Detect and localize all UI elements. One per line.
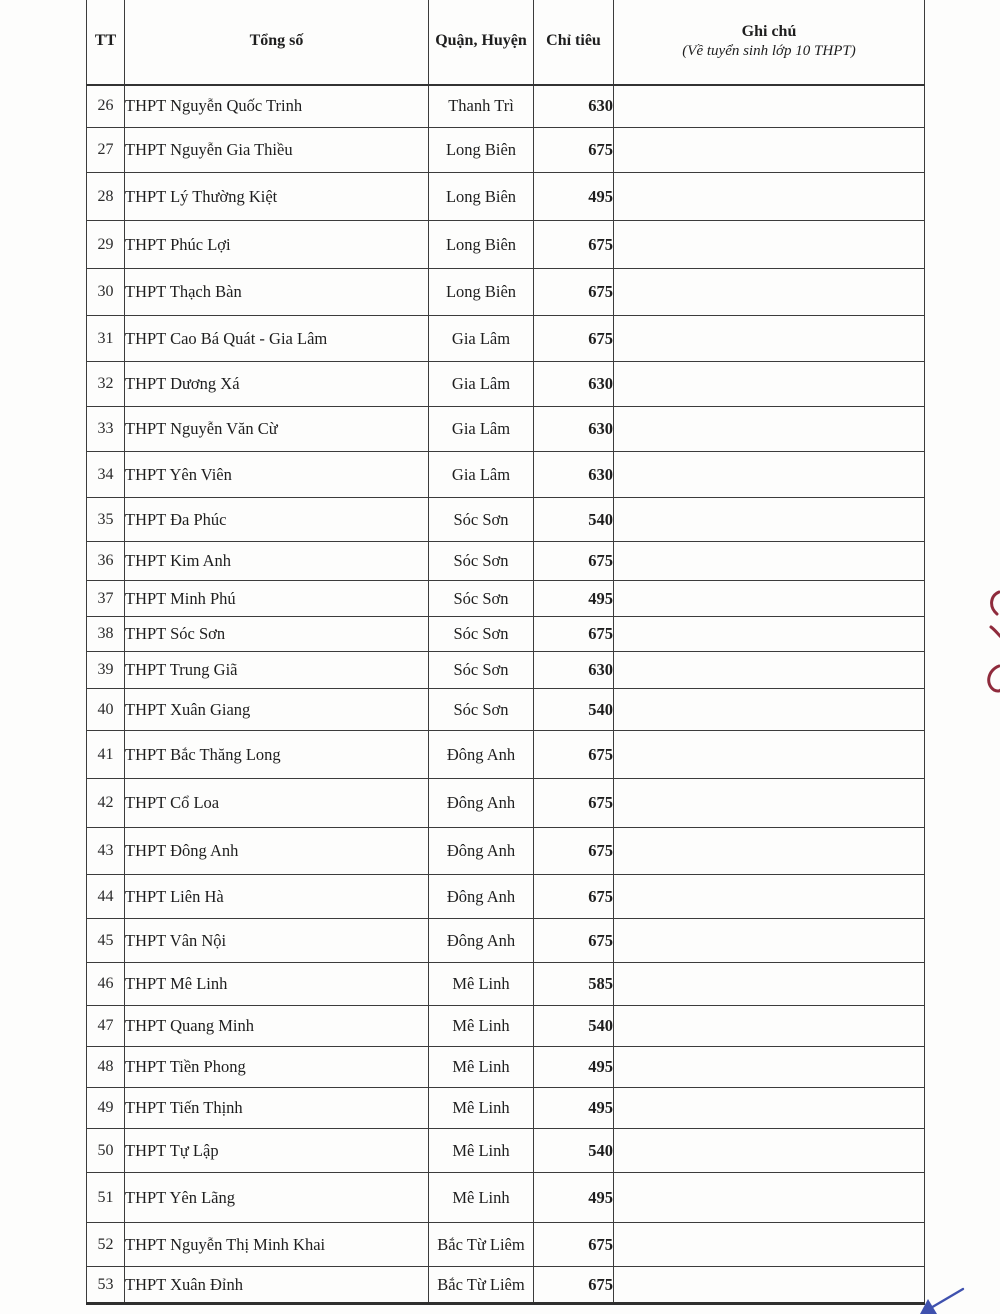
cell-district: Long Biên xyxy=(429,173,534,221)
cell-name: THPT Xuân Giang xyxy=(125,689,429,731)
header-quota: Chỉ tiêu xyxy=(534,0,614,85)
cell-tt: 48 xyxy=(87,1047,125,1088)
cell-quota: 540 xyxy=(534,1129,614,1173)
cell-tt: 53 xyxy=(87,1267,125,1304)
cell-name: THPT Cao Bá Quát - Gia Lâm xyxy=(125,316,429,362)
cell-name: THPT Nguyễn Quốc Trinh xyxy=(125,85,429,128)
cell-district: Bắc Từ Liêm xyxy=(429,1223,534,1267)
table-row xyxy=(87,85,925,128)
cell-tt: 33 xyxy=(87,407,125,452)
cell-district: Đông Anh xyxy=(429,828,534,875)
cell-tt: 27 xyxy=(87,128,125,173)
cell-name: THPT Tự Lập xyxy=(125,1129,429,1173)
table-row xyxy=(87,919,925,963)
cell-district: Sóc Sơn xyxy=(429,581,534,617)
cell-quota: 675 xyxy=(534,731,614,779)
cell-name: THPT Cổ Loa xyxy=(125,779,429,828)
table-row xyxy=(87,173,925,221)
cell-note xyxy=(614,689,925,731)
cell-note xyxy=(614,731,925,779)
header-note xyxy=(614,0,925,85)
cell-note xyxy=(614,85,925,128)
cell-note xyxy=(614,828,925,875)
table-row xyxy=(87,128,925,173)
cell-quota: 495 xyxy=(534,1088,614,1129)
cell-quota: 630 xyxy=(534,652,614,689)
table-row xyxy=(87,407,925,452)
cell-tt: 38 xyxy=(87,617,125,652)
header-note-title: Ghi chú xyxy=(741,22,797,40)
table-row xyxy=(87,581,925,617)
cell-name: THPT Xuân Đỉnh xyxy=(125,1267,429,1304)
cell-district: Long Biên xyxy=(429,128,534,173)
cell-quota: 495 xyxy=(534,1173,614,1223)
cell-name: THPT Đông Anh xyxy=(125,828,429,875)
cell-note xyxy=(614,269,925,316)
cell-district: Đông Anh xyxy=(429,731,534,779)
header-total: Tổng số xyxy=(125,0,429,85)
cell-district: Mê Linh xyxy=(429,1173,534,1223)
table-row xyxy=(87,1223,925,1267)
table-row xyxy=(87,875,925,919)
cell-quota: 675 xyxy=(534,269,614,316)
cell-name: THPT Minh Phú xyxy=(125,581,429,617)
cell-note xyxy=(614,498,925,542)
table-row xyxy=(87,689,925,731)
cell-tt: 37 xyxy=(87,581,125,617)
cell-district: Đông Anh xyxy=(429,919,534,963)
cell-tt: 26 xyxy=(87,85,125,128)
header-district: Quận, Huyện xyxy=(429,0,534,85)
cell-district: Mê Linh xyxy=(429,1129,534,1173)
cell-note xyxy=(614,452,925,498)
cell-note xyxy=(614,779,925,828)
cell-name: THPT Nguyễn Thị Minh Khai xyxy=(125,1223,429,1267)
cell-tt: 49 xyxy=(87,1088,125,1129)
cell-quota: 675 xyxy=(534,919,614,963)
cell-name: THPT Đa Phúc xyxy=(125,498,429,542)
table-row xyxy=(87,1129,925,1173)
cell-district: Mê Linh xyxy=(429,1047,534,1088)
cell-tt: 34 xyxy=(87,452,125,498)
cell-name: THPT Liên Hà xyxy=(125,875,429,919)
cell-quota: 540 xyxy=(534,498,614,542)
cell-name: THPT Trung Giã xyxy=(125,652,429,689)
table-row xyxy=(87,731,925,779)
cell-tt: 32 xyxy=(87,362,125,407)
table-row xyxy=(87,779,925,828)
table-row xyxy=(87,1006,925,1047)
cell-name: THPT Kim Anh xyxy=(125,542,429,581)
header-note-subtitle: (Về tuyển sinh lớp 10 THPT) xyxy=(682,42,856,59)
admission-quota-table xyxy=(86,0,925,1305)
cell-note xyxy=(614,407,925,452)
cell-tt: 52 xyxy=(87,1223,125,1267)
cell-quota: 675 xyxy=(534,542,614,581)
cell-name: THPT Tiền Phong xyxy=(125,1047,429,1088)
table-row xyxy=(87,1047,925,1088)
cell-district: Bắc Từ Liêm xyxy=(429,1267,534,1304)
cell-tt: 51 xyxy=(87,1173,125,1223)
cell-name: THPT Thạch Bàn xyxy=(125,269,429,316)
cell-tt: 31 xyxy=(87,316,125,362)
cell-tt: 28 xyxy=(87,173,125,221)
table-row xyxy=(87,452,925,498)
cell-note xyxy=(614,1088,925,1129)
table-row xyxy=(87,963,925,1006)
cell-district: Long Biên xyxy=(429,269,534,316)
cell-name: THPT Yên Lãng xyxy=(125,1173,429,1223)
cell-quota: 630 xyxy=(534,85,614,128)
cell-district: Đông Anh xyxy=(429,779,534,828)
cell-quota: 495 xyxy=(534,173,614,221)
cell-quota: 675 xyxy=(534,128,614,173)
cell-district: Thanh Trì xyxy=(429,85,534,128)
cell-district: Long Biên xyxy=(429,221,534,269)
cell-quota: 675 xyxy=(534,316,614,362)
cell-quota: 675 xyxy=(534,221,614,269)
table-header-row xyxy=(87,0,925,85)
table-row xyxy=(87,828,925,875)
cell-note xyxy=(614,581,925,617)
red-pen-marks-icon xyxy=(989,592,1000,691)
cell-district: Mê Linh xyxy=(429,1006,534,1047)
cell-name: THPT Mê Linh xyxy=(125,963,429,1006)
cell-name: THPT Quang Minh xyxy=(125,1006,429,1047)
cell-note xyxy=(614,1129,925,1173)
cell-tt: 50 xyxy=(87,1129,125,1173)
blue-pen-mark-icon xyxy=(920,1289,963,1314)
cell-note xyxy=(614,542,925,581)
cell-district: Mê Linh xyxy=(429,1088,534,1129)
cell-quota: 495 xyxy=(534,581,614,617)
cell-quota: 675 xyxy=(534,875,614,919)
cell-tt: 42 xyxy=(87,779,125,828)
cell-note xyxy=(614,362,925,407)
cell-district: Sóc Sơn xyxy=(429,652,534,689)
cell-name: THPT Yên Viên xyxy=(125,452,429,498)
cell-note xyxy=(614,173,925,221)
cell-quota: 630 xyxy=(534,362,614,407)
cell-note xyxy=(614,128,925,173)
cell-district: Đông Anh xyxy=(429,875,534,919)
table-row xyxy=(87,617,925,652)
cell-note xyxy=(614,919,925,963)
cell-tt: 39 xyxy=(87,652,125,689)
cell-name: THPT Nguyễn Gia Thiều xyxy=(125,128,429,173)
cell-quota: 540 xyxy=(534,1006,614,1047)
table-row xyxy=(87,1088,925,1129)
cell-note xyxy=(614,1223,925,1267)
cell-note xyxy=(614,1267,925,1304)
cell-note xyxy=(614,316,925,362)
table-row xyxy=(87,316,925,362)
cell-note xyxy=(614,652,925,689)
cell-quota: 630 xyxy=(534,452,614,498)
cell-district: Sóc Sơn xyxy=(429,498,534,542)
cell-note xyxy=(614,617,925,652)
table-row xyxy=(87,362,925,407)
cell-name: THPT Phúc Lợi xyxy=(125,221,429,269)
cell-name: THPT Nguyễn Văn Cừ xyxy=(125,407,429,452)
cell-tt: 43 xyxy=(87,828,125,875)
cell-quota: 675 xyxy=(534,1267,614,1304)
cell-tt: 46 xyxy=(87,963,125,1006)
cell-tt: 30 xyxy=(87,269,125,316)
cell-quota: 495 xyxy=(534,1047,614,1088)
cell-name: THPT Sóc Sơn xyxy=(125,617,429,652)
cell-tt: 45 xyxy=(87,919,125,963)
cell-quota: 630 xyxy=(534,407,614,452)
cell-note xyxy=(614,1173,925,1223)
cell-name: THPT Bắc Thăng Long xyxy=(125,731,429,779)
cell-name: THPT Vân Nội xyxy=(125,919,429,963)
cell-quota: 540 xyxy=(534,689,614,731)
cell-quota: 585 xyxy=(534,963,614,1006)
cell-tt: 41 xyxy=(87,731,125,779)
cell-tt: 40 xyxy=(87,689,125,731)
cell-note xyxy=(614,963,925,1006)
cell-district: Gia Lâm xyxy=(429,407,534,452)
cell-quota: 675 xyxy=(534,828,614,875)
cell-quota: 675 xyxy=(534,779,614,828)
cell-quota: 675 xyxy=(534,617,614,652)
cell-note xyxy=(614,875,925,919)
table-row xyxy=(87,221,925,269)
cell-quota: 675 xyxy=(534,1223,614,1267)
cell-name: THPT Tiến Thịnh xyxy=(125,1088,429,1129)
cell-district: Gia Lâm xyxy=(429,362,534,407)
cell-tt: 47 xyxy=(87,1006,125,1047)
table-row xyxy=(87,652,925,689)
cell-district: Mê Linh xyxy=(429,963,534,1006)
cell-district: Gia Lâm xyxy=(429,452,534,498)
table-row xyxy=(87,1267,925,1304)
cell-tt: 29 xyxy=(87,221,125,269)
cell-name: THPT Lý Thường Kiệt xyxy=(125,173,429,221)
cell-tt: 44 xyxy=(87,875,125,919)
cell-tt: 35 xyxy=(87,498,125,542)
cell-note xyxy=(614,1006,925,1047)
cell-district: Sóc Sơn xyxy=(429,689,534,731)
cell-name: THPT Dương Xá xyxy=(125,362,429,407)
cell-district: Sóc Sơn xyxy=(429,542,534,581)
table-row xyxy=(87,1173,925,1223)
cell-tt: 36 xyxy=(87,542,125,581)
cell-district: Gia Lâm xyxy=(429,316,534,362)
table-row xyxy=(87,269,925,316)
table-row xyxy=(87,498,925,542)
cell-note xyxy=(614,221,925,269)
table-row xyxy=(87,542,925,581)
cell-district: Sóc Sơn xyxy=(429,617,534,652)
table-body xyxy=(87,85,925,1304)
header-tt: TT xyxy=(87,0,125,85)
cell-note xyxy=(614,1047,925,1088)
